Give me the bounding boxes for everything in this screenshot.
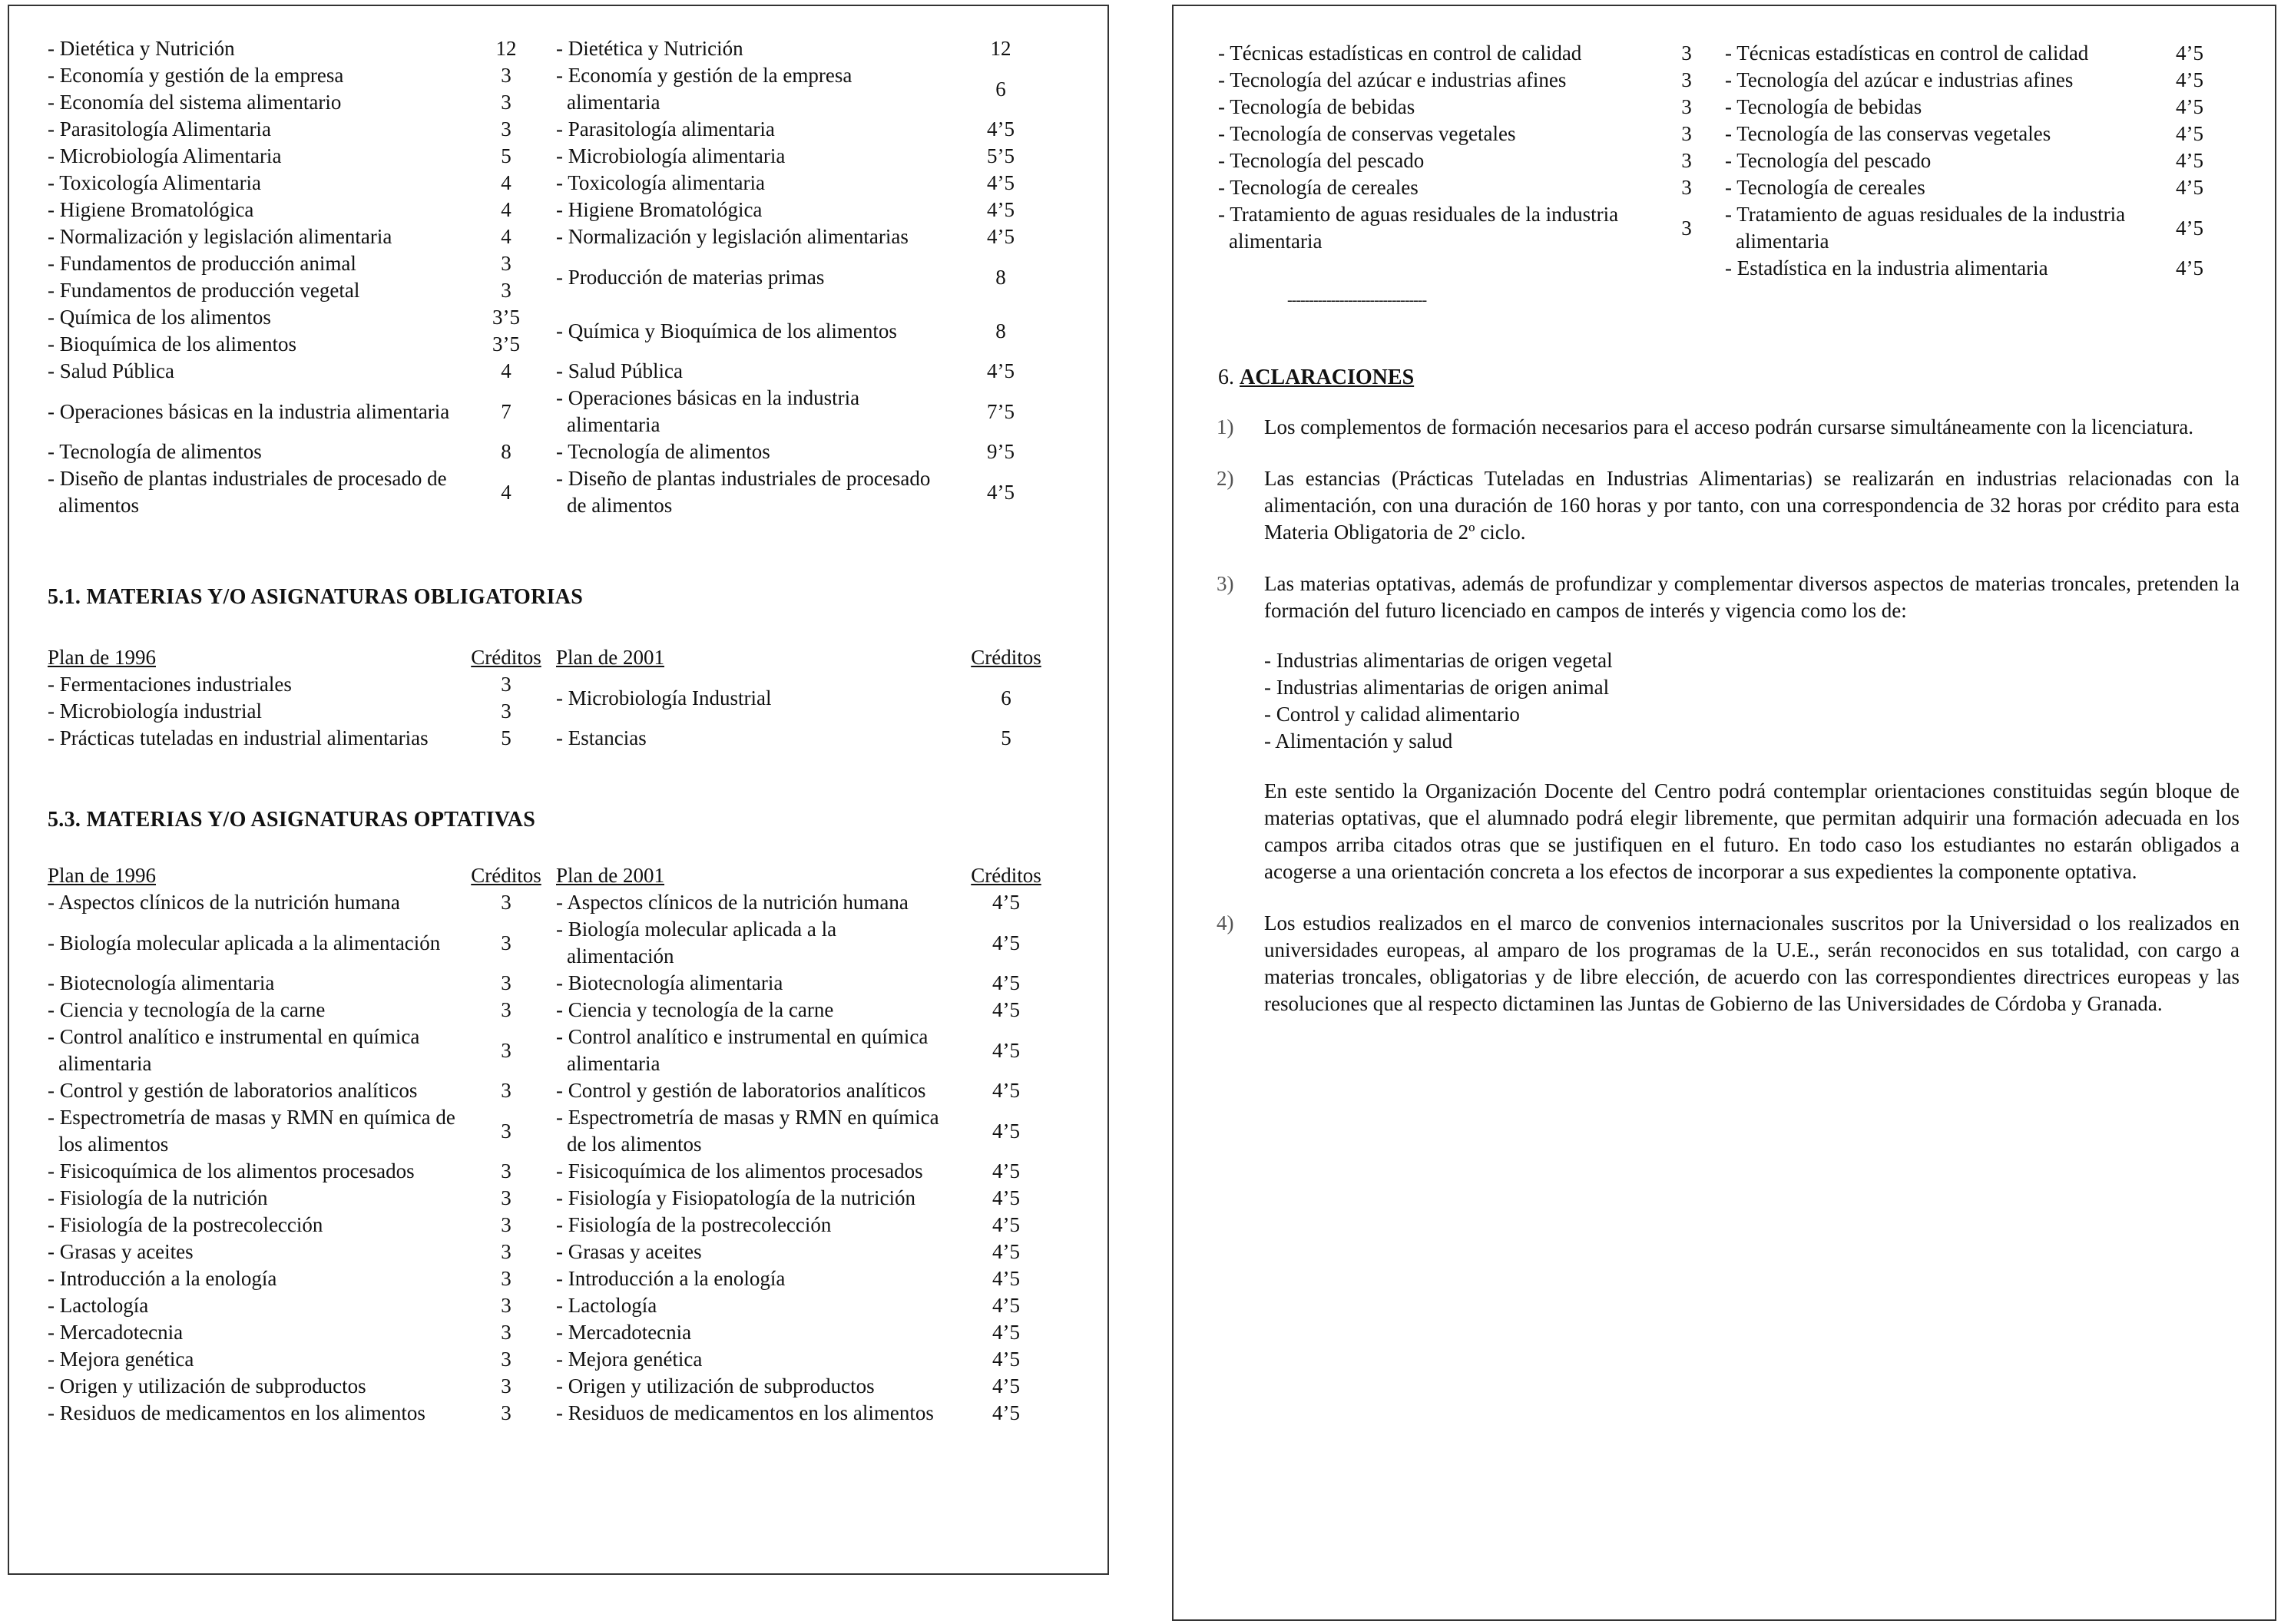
header-credits-2001: Créditos: [971, 646, 1041, 669]
credits-2001: 4’5: [992, 1186, 1020, 1209]
credits-2001: 4’5: [992, 971, 1020, 994]
subject-1996: - Higiene Bromatológica: [48, 198, 254, 221]
credits-2001: 4’5: [2176, 95, 2203, 118]
subject-2001: - Química y Bioquímica de los alimentos: [556, 319, 897, 342]
subject-2001: - Mercadotecnia: [556, 1321, 692, 1344]
credits-1996: 3: [501, 1267, 511, 1290]
credits-1996: 3’5: [492, 332, 520, 356]
credits-1996: 4: [501, 171, 511, 194]
subject-2001: - Higiene Bromatológica: [556, 198, 763, 221]
subject-1996: - Normalización y legislación alimentaria: [48, 225, 392, 248]
credits-2001: 9’5: [987, 440, 1015, 463]
credits-2001: 4’5: [992, 1079, 1020, 1102]
table-row: [48, 116, 1054, 143]
subject-1996: - Grasas y aceites: [48, 1240, 194, 1263]
credits-2001: 4’5: [2176, 176, 2203, 199]
subject-2001: - Biología molecular aplicada a la alimentación: [556, 918, 837, 967]
credits-2001: 4’5: [992, 1267, 1020, 1290]
subject-2001: - Parasitología alimentaria: [556, 117, 775, 141]
subject-2001: - Residuos de medicamentos en los alimentos: [556, 1401, 934, 1424]
table-row: [48, 1319, 1064, 1346]
note-number: 4): [1217, 911, 1234, 934]
subject-2001: - Tratamiento de aguas residuales de la industria alimentaria: [1725, 203, 2126, 253]
table-row: [1218, 147, 2240, 174]
subject-1996: [1218, 255, 1648, 282]
credits-1996: 3: [501, 1079, 511, 1102]
subject-1996: - Técnicas estadísticas en control de calidad: [1218, 41, 1582, 64]
header-plan-2001: Plan de 2001: [556, 646, 664, 669]
note-number: 3): [1217, 572, 1234, 595]
note-text: En este sentido la Organización Docente del Centro podrá contemplar orientaciones constituidas según bloque de materias optativas, que el alumnado podrá elegir libremente, que permitan adquirir una formación adecuada en los campos arriba citados otras que se justifiquen en el futuro. En todo caso los estudiantes no estarán obligados a acogerse a una orientación concreta a los efectos de incorporar a sus expedientes la componente optativa.: [1264, 779, 2240, 883]
table-row: [48, 1212, 1064, 1239]
table-row: [48, 304, 1054, 331]
table-row: [48, 671, 1064, 698]
note-text: Las materias optativas, además de profundizar y complementar diversos aspectos de materias troncales, pretenden la formación del futuro licenciado en campos de interés y vigencia como los de:: [1264, 572, 2240, 622]
list-item: - Alimentación y salud: [1264, 729, 1453, 752]
credits-2001: 12: [990, 37, 1011, 60]
credits-1996: 3: [501, 279, 511, 302]
subject-2001: - Toxicología alimentaria: [556, 171, 766, 194]
credits-2001: 4’5: [2176, 41, 2203, 64]
page-left: [8, 5, 1109, 1575]
table-row: [48, 1346, 1064, 1373]
subject-2001: - Estancias: [556, 726, 647, 749]
credits-1996: 3: [501, 891, 511, 914]
note-item: [1218, 571, 2240, 885]
subject-1996: - Origen y utilización de subproductos: [48, 1374, 366, 1397]
subject-2001: - Grasas y aceites: [556, 1240, 702, 1263]
troncales-equivalence-table: [48, 35, 1054, 519]
credits-2001: 4’5: [987, 198, 1015, 221]
credits-2001: 6: [995, 77, 1006, 101]
subject-1996: - Ciencia y tecnología de la carne: [48, 998, 326, 1021]
table-row: [48, 1239, 1064, 1265]
credits-1996: 4: [501, 480, 511, 504]
table-row: [48, 1158, 1064, 1185]
header-credits-1996: Créditos: [471, 646, 541, 669]
subject-2001: - Fisicoquímica de los alimentos procesados: [556, 1159, 923, 1182]
credits-1996: 8: [501, 440, 511, 463]
table-row: [48, 62, 1054, 89]
credits-1996: 3: [501, 673, 511, 696]
subject-2001: - Biotecnología alimentaria: [556, 971, 783, 994]
credits-2001: 4’5: [2176, 256, 2203, 279]
subject-1996: - Mejora genética: [48, 1348, 194, 1371]
subject-1996: - Fundamentos de producción animal: [48, 252, 356, 275]
list-item: - Industrias alimentarias de origen vegetal: [1264, 649, 1613, 672]
table-row: [48, 143, 1054, 170]
credits-2001: 4’5: [987, 359, 1015, 382]
credits-1996: 3: [1681, 176, 1692, 199]
subject-2001: - Tecnología de las conservas vegetales: [1725, 122, 2051, 145]
subject-2001: - Normalización y legislación alimentarias: [556, 225, 909, 248]
subject-2001: - Técnicas estadísticas en control de calidad: [1725, 41, 2089, 64]
subject-1996: - Parasitología Alimentaria: [48, 117, 271, 141]
subject-1996: - Lactología: [48, 1294, 149, 1317]
credits-2001: 4’5: [2176, 68, 2203, 91]
credits-1996: 3: [501, 1186, 511, 1209]
obligatorias-table: [48, 640, 1064, 752]
heading-optativas: 5.3. MATERIAS Y/O ASIGNATURAS OPTATIVAS: [48, 808, 536, 832]
credits-1996: 3: [1681, 122, 1692, 145]
page-right: [1172, 5, 2276, 1621]
subject-2001: - Estadística en la industria alimentaria: [1725, 256, 2048, 279]
subject-2001: - Fisiología de la postrecolección: [556, 1213, 832, 1236]
table-row: [48, 916, 1064, 970]
credits-1996: 3’5: [492, 306, 520, 329]
credits-2001: 4’5: [2176, 216, 2203, 240]
credits-2001: 7’5: [987, 399, 1015, 423]
subject-2001: - Tecnología de cereales: [1725, 176, 1925, 199]
table-row: [1218, 40, 2240, 67]
table-row: [48, 997, 1064, 1024]
credits-1996: 3: [501, 117, 511, 141]
credits-1996: 3: [501, 64, 511, 87]
table-row: [48, 889, 1064, 916]
subject-1996: - Microbiología Alimentaria: [48, 144, 282, 167]
note-item: [1218, 910, 2240, 1017]
credits-2001: 4’5: [992, 931, 1020, 954]
subject-1996: - Economía y gestión de la empresa: [48, 64, 344, 87]
list-item: - Control y calidad alimentario: [1264, 703, 1520, 726]
credits-2001: 4’5: [992, 1374, 1020, 1397]
subject-2001: - Microbiología alimentaria: [556, 144, 786, 167]
credits-1996: 12: [495, 37, 517, 60]
subject-1996: - Prácticas tuteladas en industrial alimentarias: [48, 726, 429, 749]
subject-2001: - Lactología: [556, 1294, 657, 1317]
credits-1996: 3: [1681, 216, 1692, 240]
subject-1996: - Fundamentos de producción vegetal: [48, 279, 360, 302]
credits-1996: 3: [1681, 68, 1692, 91]
header-credits-2001: Créditos: [971, 864, 1041, 887]
subject-1996: - Tratamiento de aguas residuales de la industria alimentaria: [1218, 203, 1619, 253]
subject-2001: - Mejora genética: [556, 1348, 703, 1371]
subject-1996: - Química de los alimentos: [48, 306, 271, 329]
subject-2001: - Fisiología y Fisiopatología de la nutrición: [556, 1186, 915, 1209]
subject-1996: - Economía del sistema alimentario: [48, 91, 342, 114]
credits-1996: 3: [501, 1321, 511, 1344]
subject-2001: - Control analítico e instrumental en química alimentaria: [556, 1025, 929, 1075]
credits-2001: 4’5: [2176, 149, 2203, 172]
credits-2001: 4’5: [987, 480, 1015, 504]
subject-1996: - Dietética y Nutrición: [48, 37, 235, 60]
table-row: [48, 358, 1054, 385]
credits-2001: 4’5: [987, 117, 1015, 141]
subject-1996: - Tecnología de bebidas: [1218, 95, 1415, 118]
subject-2001: - Introducción a la enología: [556, 1267, 786, 1290]
note-text: Las estancias (Prácticas Tuteladas en Industrias Alimentarias) se realizarán en industrias relacionadas con la alimentación, con una duración de 160 horas y por tanto, con una correspondencia de 32 horas por crédito para esta Materia Obligatoria de 2º ciclo.: [1264, 467, 2240, 544]
subject-1996: - Toxicología Alimentaria: [48, 171, 262, 194]
subject-1996: - Diseño de plantas industriales de procesado de alimentos: [48, 467, 447, 517]
table-row: [48, 170, 1054, 197]
subject-2001: - Dietética y Nutrición: [556, 37, 743, 60]
credits-2001: 4’5: [987, 225, 1015, 248]
table-row: [48, 197, 1054, 223]
subject-2001: - Economía y gestión de la empresa alimentaria: [556, 64, 852, 114]
credits-2001: 4’5: [992, 1213, 1020, 1236]
subject-2001: - Tecnología del pescado: [1725, 149, 1932, 172]
table-row: [48, 1400, 1064, 1427]
table-row: [48, 35, 1054, 62]
subject-1996: - Operaciones básicas en la industria alimentaria: [48, 399, 450, 423]
note-list: [1264, 647, 2240, 755]
subject-2001: - Tecnología de alimentos: [556, 440, 770, 463]
list-item: - Industrias alimentarias de origen animal: [1264, 676, 1610, 699]
subject-1996: - Biología molecular aplicada a la alimentación: [48, 931, 441, 954]
credits-2001: 5: [1001, 726, 1011, 749]
credits-2001: 4’5: [987, 171, 1015, 194]
table-row: [48, 970, 1064, 997]
credits-1996: 3: [501, 1038, 511, 1062]
header-plan-1996: Plan de 1996: [48, 646, 156, 669]
table-row: [48, 1292, 1064, 1319]
credits-1996: 7: [501, 399, 511, 423]
credits-2001: 4’5: [992, 1401, 1020, 1424]
credits-1996: 3: [501, 1159, 511, 1182]
credits-1996: 4: [501, 198, 511, 221]
table-row: [48, 1104, 1064, 1158]
table-row: [48, 1024, 1064, 1077]
table-row: [48, 725, 1064, 752]
credits-2001: 4’5: [992, 1321, 1020, 1344]
subject-2001: - Diseño de plantas industriales de procesado de alimentos: [556, 467, 931, 517]
subject-2001: - Origen y utilización de subproductos: [556, 1374, 875, 1397]
heading-obligatorias: 5.1. MATERIAS Y/O ASIGNATURAS OBLIGATORIAS: [48, 585, 584, 609]
subject-1996: - Tecnología de conservas vegetales: [1218, 122, 1516, 145]
credits-2001: 4’5: [992, 1348, 1020, 1371]
credits-1996: 3: [501, 252, 511, 275]
note-number: 2): [1217, 467, 1234, 490]
table-row: [48, 1185, 1064, 1212]
subject-1996: - Tecnología del azúcar e industrias afines: [1218, 68, 1567, 91]
aclaraciones-notes: [1218, 414, 2240, 1017]
credits-2001: 4’5: [2176, 122, 2203, 145]
credits-2001: 4’5: [992, 1038, 1020, 1062]
credits-1996: 4: [501, 359, 511, 382]
subject-2001: - Tecnología de bebidas: [1725, 95, 1922, 118]
credits-1996: 3: [501, 1294, 511, 1317]
credits-2001: 4’5: [992, 1119, 1020, 1143]
credits-2001: 4’5: [992, 891, 1020, 914]
credits-1996: [1648, 255, 1725, 282]
subject-1996: - Salud Pública: [48, 359, 174, 382]
credits-1996: 3: [501, 1401, 511, 1424]
subject-1996: - Mercadotecnia: [48, 1321, 184, 1344]
credits-1996: 3: [501, 700, 511, 723]
note-item: [1218, 414, 2240, 441]
credits-1996: 3: [501, 998, 511, 1021]
note-number: 1): [1217, 415, 1234, 438]
subject-1996: - Tecnología de cereales: [1218, 176, 1419, 199]
aclaraciones-heading: 6. ACLARACIONES: [1218, 365, 1415, 389]
note-text: Los estudios realizados en el marco de convenios internacionales suscritos por la Universidad o los realizados en universidades europeas, al amparo de los programas de la U.E., serán reconocidos en sus totalidad, con cargo a materias troncales, obligatorias y de libre elección, de acuerdo con las correspondientes directrices europeas y las resoluciones que al respecto dictaminen las Juntas de Gobierno de las Universidades de Córdoba y Granada.: [1264, 911, 2240, 1015]
table-row: [1218, 201, 2240, 255]
subject-2001: - Espectrometría de masas y RMN en química de los alimentos: [556, 1106, 939, 1156]
subject-1996: - Aspectos clínicos de la nutrición humana: [48, 891, 400, 914]
credits-2001: 6: [1001, 686, 1011, 709]
subject-1996: - Tecnología del pescado: [1218, 149, 1425, 172]
table-row: [48, 385, 1054, 438]
subject-2001: - Operaciones básicas en la industria alimentaria: [556, 386, 860, 436]
table-row: [1218, 121, 2240, 147]
subject-2001: - Ciencia y tecnología de la carne: [556, 998, 834, 1021]
credits-2001: 4’5: [992, 998, 1020, 1021]
credits-1996: 5: [501, 726, 511, 749]
table-row: [48, 1373, 1064, 1400]
header-plan-2001: Plan de 2001: [556, 864, 664, 887]
table-row: [1218, 94, 2240, 121]
subject-1996: - Fisicoquímica de los alimentos procesados: [48, 1159, 415, 1182]
subject-1996: - Biotecnología alimentaria: [48, 971, 275, 994]
subject-1996: - Fermentaciones industriales: [48, 673, 292, 696]
table-row: [48, 1077, 1064, 1104]
subject-2001: - Microbiología Industrial: [556, 686, 772, 709]
table-row: [48, 438, 1054, 465]
subject-2001: - Tecnología del azúcar e industrias afines: [1725, 68, 2074, 91]
credits-2001: 5’5: [987, 144, 1015, 167]
credits-1996: 3: [1681, 149, 1692, 172]
subject-2001: - Control y gestión de laboratorios analíticos: [556, 1079, 926, 1102]
table-row: [1218, 174, 2240, 201]
table-row: [48, 465, 1054, 519]
credits-1996: 3: [501, 1213, 511, 1236]
note-text: Los complementos de formación necesarios para el acceso podrán cursarse simultáneamente con la licenciatura.: [1264, 415, 2193, 438]
table-row: [1218, 67, 2240, 94]
table-row: [1218, 255, 2240, 282]
subject-2001: - Producción de materias primas: [556, 265, 825, 289]
credits-1996: 3: [501, 1240, 511, 1263]
note-item: [1218, 465, 2240, 546]
aclaraciones-section: [1218, 364, 2240, 1042]
credits-1996: 3: [501, 1119, 511, 1143]
header-plan-1996: Plan de 1996: [48, 864, 156, 887]
credits-2001: 8: [995, 265, 1006, 289]
subject-1996: - Espectrometría de masas y RMN en química de los alimentos: [48, 1106, 455, 1156]
subject-1996: - Microbiología industrial: [48, 700, 262, 723]
credits-1996: 3: [501, 91, 511, 114]
subject-1996: - Residuos de medicamentos en los alimentos: [48, 1401, 425, 1424]
credits-1996: 3: [1681, 95, 1692, 118]
credits-1996: 4: [501, 225, 511, 248]
credits-2001: 4’5: [992, 1240, 1020, 1263]
optativas-table: [48, 858, 1064, 1427]
credits-2001: 4’5: [992, 1294, 1020, 1317]
table-header-row: [48, 858, 1064, 889]
subject-1996: - Control y gestión de laboratorios analíticos: [48, 1079, 418, 1102]
subject-1996: - Bioquímica de los alimentos: [48, 332, 296, 356]
table-row: [48, 250, 1054, 277]
credits-1996: 3: [501, 1374, 511, 1397]
credits-1996: 3: [501, 971, 511, 994]
table-header-row: [48, 640, 1064, 671]
separator-line: --------------------------------: [1287, 292, 1427, 309]
credits-2001: 4’5: [992, 1159, 1020, 1182]
subject-1996: - Introducción a la enología: [48, 1267, 277, 1290]
subject-1996: - Fisiología de la nutrición: [48, 1186, 268, 1209]
subject-1996: - Control analítico e instrumental en química alimentaria: [48, 1025, 420, 1075]
credits-1996: 3: [1681, 41, 1692, 64]
table-row: [48, 223, 1054, 250]
credits-1996: 3: [501, 1348, 511, 1371]
header-credits-1996: Créditos: [471, 864, 541, 887]
credits-1996: 3: [501, 931, 511, 954]
credits-1996: 5: [501, 144, 511, 167]
table-row: [48, 1265, 1064, 1292]
subject-2001: - Salud Pública: [556, 359, 683, 382]
subject-1996: - Fisiología de la postrecolección: [48, 1213, 323, 1236]
optativas-continued-table: [1218, 40, 2240, 282]
subject-1996: - Tecnología de alimentos: [48, 440, 262, 463]
credits-2001: 8: [995, 319, 1006, 342]
subject-2001: - Aspectos clínicos de la nutrición humana: [556, 891, 909, 914]
